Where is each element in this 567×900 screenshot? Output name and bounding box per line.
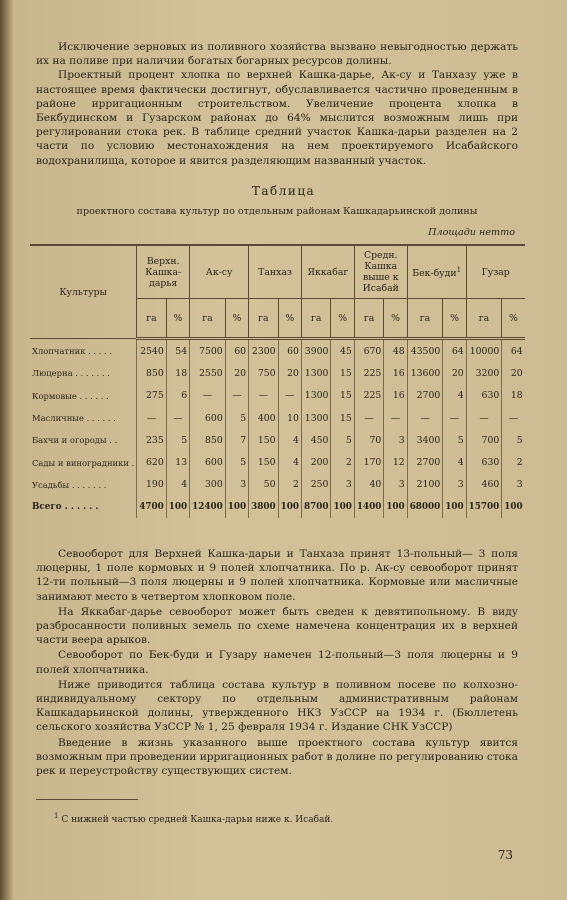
table-cell: 1300	[301, 407, 330, 429]
crop-name: Сады и виноградники .	[32, 457, 135, 468]
table-row	[30, 339, 525, 363]
table-cell: 64	[443, 339, 466, 363]
table-cell: 5	[502, 429, 525, 451]
table-cell: 190	[137, 474, 166, 496]
table-cell: 15	[331, 362, 354, 384]
table-cell: 7500	[190, 339, 226, 363]
table-cell: 7	[225, 429, 248, 451]
table-cell: 100	[331, 496, 354, 518]
table-cell: 10000	[466, 339, 502, 363]
table-cell: 1400	[354, 496, 383, 518]
table-cell: 5	[331, 429, 354, 451]
table-cell: 3	[225, 474, 248, 496]
table-cell: 5	[443, 429, 466, 451]
table-cell: 50	[249, 474, 278, 496]
table-cell: 20	[278, 362, 301, 384]
district-header: Яккабаг	[301, 245, 354, 299]
crop-composition-table	[30, 244, 525, 518]
table-row	[30, 407, 525, 429]
table-cell: 275	[137, 385, 166, 407]
table-cell: —	[278, 385, 301, 407]
table-title: Таблица	[251, 184, 316, 198]
paragraph: Исключение зерновых из поливного хозяйства вызвано невыгодностью держать их на поливе при наличии богатых богарных ресурсов долины.	[36, 41, 518, 68]
table-cell: 850	[190, 429, 226, 451]
table-cell: 170	[354, 451, 383, 473]
table-cell: 3	[331, 474, 354, 496]
table-cell: 670	[354, 339, 383, 363]
table-cell: 620	[137, 451, 166, 473]
table-cell: 13	[166, 451, 189, 473]
unit-header: %	[166, 299, 189, 339]
table-cell: 630	[466, 385, 502, 407]
table-cell: 18	[502, 385, 525, 407]
unit-header: га	[190, 299, 226, 339]
unit-header: %	[331, 299, 354, 339]
table-cell: 750	[249, 362, 278, 384]
unit-header: %	[278, 299, 301, 339]
table-cell: 4	[278, 429, 301, 451]
district-header-label: Бек-буди	[412, 268, 457, 280]
table-cell: 5	[225, 407, 248, 429]
table-cell: —	[249, 385, 278, 407]
table-row	[30, 362, 525, 384]
table-cell: 2	[502, 451, 525, 473]
table-cell: —	[166, 407, 189, 429]
crop-name: Бахчи и огороды . .	[32, 435, 118, 446]
intro-text	[36, 40, 518, 168]
table-cell: 1300	[301, 385, 330, 407]
table-cell: 460	[466, 474, 502, 496]
table-cell: 4	[443, 451, 466, 473]
unit-header: га	[249, 299, 278, 339]
table-cell: 15	[331, 407, 354, 429]
crop-name: Усадьбы . . . . . . .	[32, 479, 107, 490]
table-cell: —	[466, 407, 502, 429]
table-cell: 1300	[301, 362, 330, 384]
paragraph: Ниже приводится таблица состава культур в поливном посеве по колхозно-индивидуальному сектору по отдельным административным районам Кашкадарьинской долины, утвержденного НКЗ УзССР на 1934 г. (Бюллетень сельского хозяйства УзССР № 1, 25 февраля 1934 г. Издание СНК УзССР)	[36, 678, 518, 734]
table-cell: 4700	[137, 496, 166, 518]
page-number: 73	[497, 848, 513, 862]
table-cell: 3	[502, 474, 525, 496]
table-cell: 15	[331, 385, 354, 407]
table-cell: 2100	[407, 474, 443, 496]
table-cell: 4	[443, 385, 466, 407]
paragraph: На Яккабаг-дарье севооборот может быть сведен к девятипольному. В виду разбросанности поливных земель по схеме намечена концентрация их в верхней части веера арыков.	[36, 605, 518, 647]
table-cell: 2	[331, 451, 354, 473]
table-cell: —	[443, 407, 466, 429]
crop-name: Кормовые . . . . . .	[32, 390, 109, 401]
table-cell: 20	[502, 362, 525, 384]
table-row	[30, 474, 525, 496]
table-cell: 15700	[466, 496, 502, 518]
table-cell: 20	[225, 362, 248, 384]
table-unit: Площади нетто	[428, 227, 515, 238]
table-cell: 225	[354, 385, 383, 407]
paragraph: Проектный процент хлопка по верхней Кашка-дарье, Ак-су и Танхазу уже в настоящее время фактически достигнут, обуславливается частично проведенным в районе ирригационным строительством. Увеличение процента хлопка в Бекбудинском и Гузарском районах до 64% мыслится возможным лишь при регулировании стока рек. В таблице средний участок Кашка-дарьи разделен на 2 части по условию местонахождения на нем проектируемого Исабайского водохранилища, которое и явится разделяющим названный участок.	[36, 69, 518, 167]
paragraph: Севооборот для Верхней Кашка-дарьи и Танхаза принят 13-польный— 3 поля люцерны, 1 поле кормовых и 9 полей хлопчатника. По р. Ак-су севооборот принят 12-ти польный—3 поля люцерны и 9 полей хлопчатника. Кормовые или масличные занимают место в четвертом хлопковом поле.	[36, 548, 518, 603]
table-cell: 850	[137, 362, 166, 384]
table-cell: —	[137, 407, 166, 429]
table-cell: 100	[502, 496, 525, 518]
table-cell: 400	[249, 407, 278, 429]
table-subtitle: проектного состава культур по отдельным районам Кашкадарьинской долины	[76, 206, 478, 217]
crop-column-header: Культуры	[30, 245, 137, 339]
table-cell: 20	[443, 362, 466, 384]
table-cell: 3	[384, 429, 407, 451]
table-cell: 68000	[407, 496, 443, 518]
district-header	[407, 245, 466, 299]
table-cell: 48	[384, 339, 407, 363]
crop-name: Всего . . . . . .	[32, 502, 99, 513]
district-header: Танхаз	[249, 245, 302, 299]
table-cell: 3400	[407, 429, 443, 451]
footnote-ref: 1	[456, 265, 462, 274]
table-cell: 2300	[249, 339, 278, 363]
unit-header: га	[407, 299, 443, 339]
table-cell: 3900	[301, 339, 330, 363]
table-cell: 100	[384, 496, 407, 518]
district-header: Средн. Кашка выше к Исабай	[354, 245, 407, 299]
table-cell: 43500	[407, 339, 443, 363]
table-cell: 3	[384, 474, 407, 496]
table-cell: 70	[354, 429, 383, 451]
table-cell: 16	[384, 385, 407, 407]
table-cell: 100	[225, 496, 248, 518]
table-cell: 600	[190, 451, 226, 473]
table-cell: 2550	[190, 362, 226, 384]
table-cell: 45	[331, 339, 354, 363]
footnote	[36, 812, 516, 825]
table-cell: 225	[354, 362, 383, 384]
table-cell: 235	[137, 429, 166, 451]
table-cell: 5	[166, 429, 189, 451]
table-cell: 200	[301, 451, 330, 473]
table-cell: —	[225, 385, 248, 407]
table-cell: 12400	[190, 496, 226, 518]
table-cell: 150	[249, 451, 278, 473]
district-header: Гузар	[466, 245, 524, 299]
table-cell: 60	[278, 339, 301, 363]
table-row	[30, 385, 525, 407]
unit-header: га	[137, 299, 166, 339]
crop-name: Люцерна . . . . . . .	[32, 368, 110, 379]
table-cell: 2700	[407, 385, 443, 407]
table-cell: 150	[249, 429, 278, 451]
table-cell: —	[354, 407, 383, 429]
table-cell: 2540	[137, 339, 166, 363]
body-text	[36, 547, 518, 779]
table-cell: 600	[190, 407, 226, 429]
district-header: Ак-су	[190, 245, 249, 299]
footnote-mark: 1	[54, 812, 59, 820]
table-cell: 3	[443, 474, 466, 496]
table-cell: 450	[301, 429, 330, 451]
table-row	[30, 451, 525, 473]
table-cell: 16	[384, 362, 407, 384]
table-cell: 10	[278, 407, 301, 429]
table-cell: 700	[466, 429, 502, 451]
table-cell: 2700	[407, 451, 443, 473]
unit-header: га	[466, 299, 502, 339]
unit-header: %	[443, 299, 466, 339]
table-cell: 250	[301, 474, 330, 496]
unit-header: %	[502, 299, 525, 339]
unit-header: га	[354, 299, 383, 339]
footnote-rule	[36, 799, 138, 800]
table-cell: 6	[166, 385, 189, 407]
paragraph: Введение в жизнь указанного выше проектного состава культур явится возможным при проведении ирригационных работ в долине по регулированию стока рек и переустройству существующих систем.	[36, 736, 518, 778]
table-cell: 18	[166, 362, 189, 384]
unit-header: %	[384, 299, 407, 339]
table-cell: 12	[384, 451, 407, 473]
table-cell: 630	[466, 451, 502, 473]
table-cell: 4	[278, 451, 301, 473]
district-header: Верхн. Кашка-дарья	[137, 245, 190, 299]
table-cell: 100	[443, 496, 466, 518]
table-cell: 300	[190, 474, 226, 496]
table-cell: 13600	[407, 362, 443, 384]
table-cell: 3200	[466, 362, 502, 384]
table-cell: 5	[225, 451, 248, 473]
table-row	[30, 496, 525, 518]
table-cell: —	[407, 407, 443, 429]
table-cell: —	[502, 407, 525, 429]
table-cell: 3800	[249, 496, 278, 518]
table-cell: 60	[225, 339, 248, 363]
crop-name: Масличные . . . . . .	[32, 413, 116, 424]
table-cell: —	[190, 385, 226, 407]
table-cell: 100	[166, 496, 189, 518]
unit-header: га	[301, 299, 330, 339]
table-cell: 2	[278, 474, 301, 496]
crop-name: Хлопчатник . . . . .	[32, 345, 113, 356]
table-cell: 8700	[301, 496, 330, 518]
table-cell: 54	[166, 339, 189, 363]
unit-header: %	[225, 299, 248, 339]
paragraph: Севооборот по Бек-буди и Гузару намечен 12-польный—3 поля люцерны и 9 полей хлопчатника.	[36, 649, 518, 676]
footnote-text: С нижней частью средней Кашка-дарьи ниже к. Исабай.	[61, 815, 334, 825]
table-cell: —	[384, 407, 407, 429]
table-cell: 100	[278, 496, 301, 518]
table-cell: 40	[354, 474, 383, 496]
table-cell: 4	[166, 474, 189, 496]
table-row	[30, 429, 525, 451]
table-cell: 64	[502, 339, 525, 363]
